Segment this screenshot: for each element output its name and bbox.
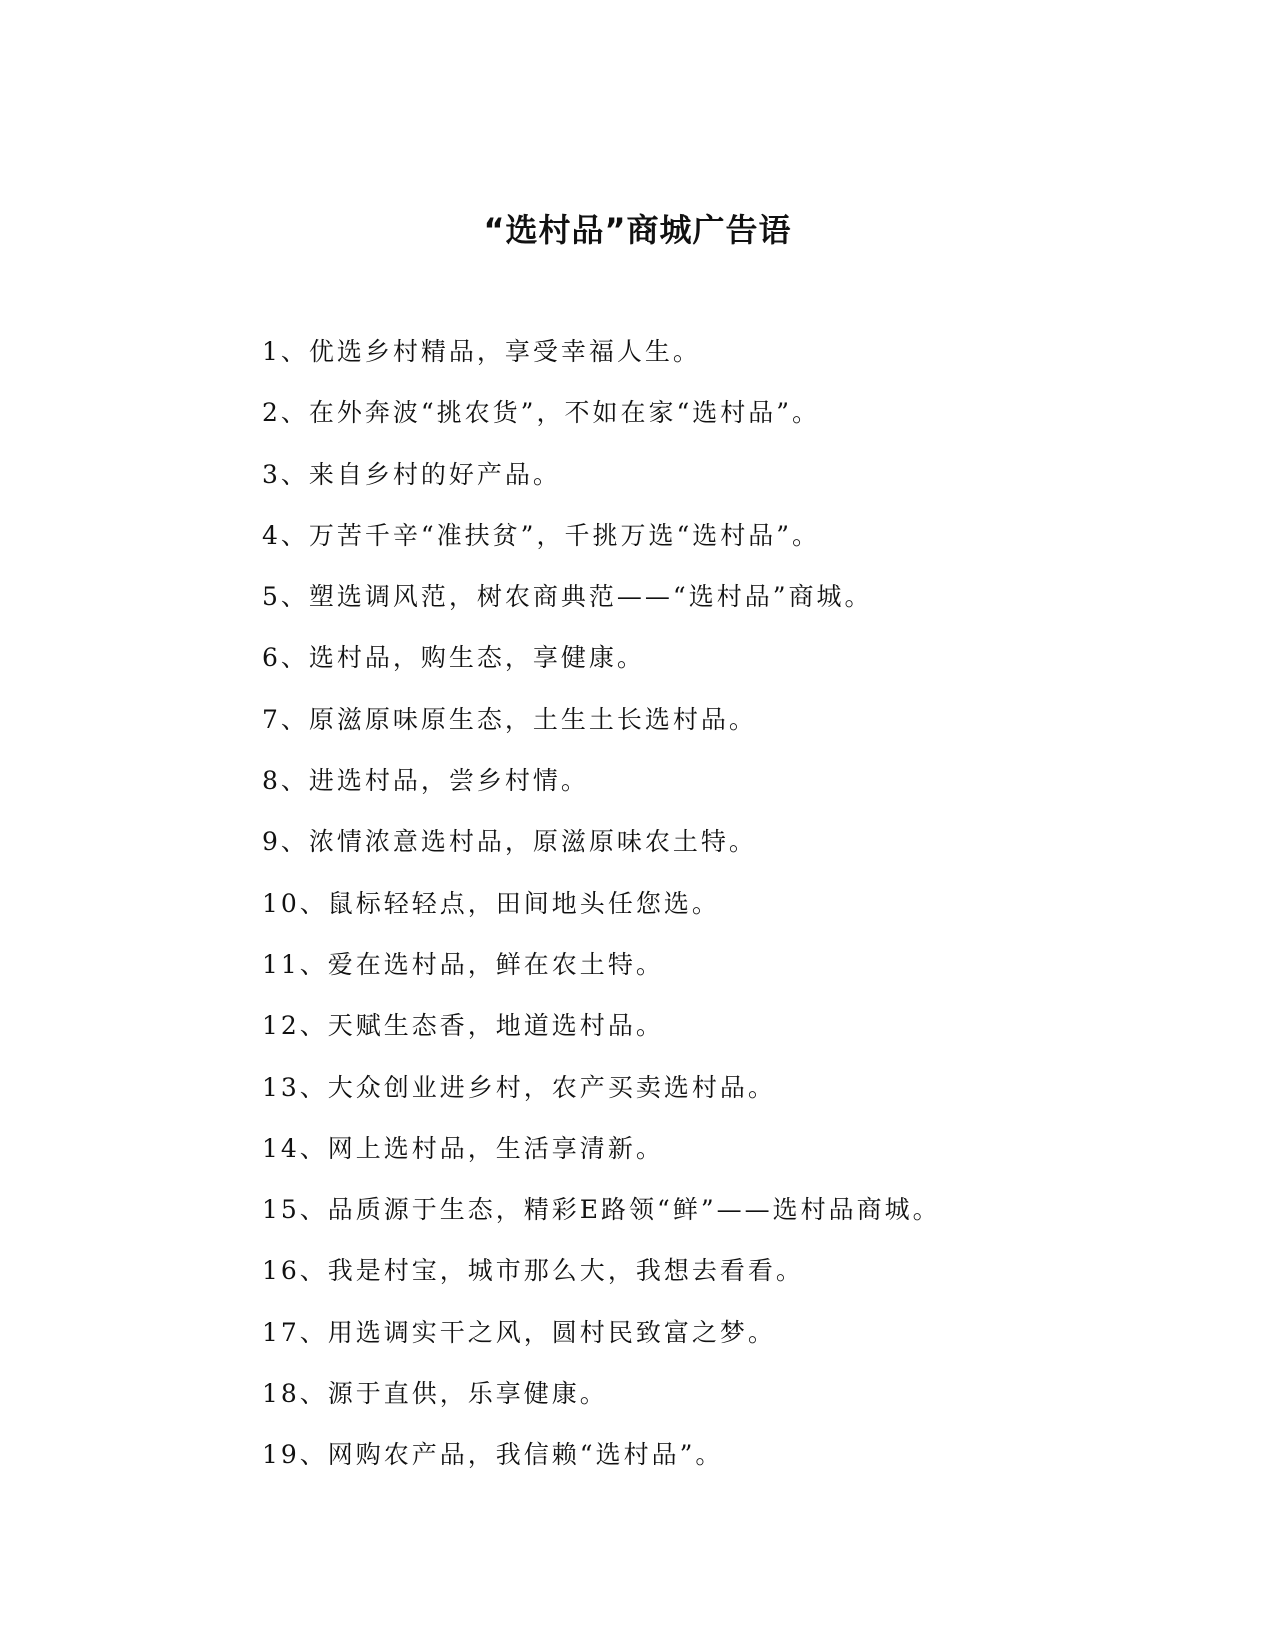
slogan-item-18: 18、源于直供，乐享健康。 xyxy=(262,1379,608,1409)
document-title: “选村品”商城广告语 xyxy=(483,211,792,249)
slogan-item-8: 8、进选村品，尝乡村情。 xyxy=(262,766,589,796)
slogan-item-7: 7、原滋原味原生态，土生土长选村品。 xyxy=(262,704,757,734)
slogan-item-2: 2、在外奔波“挑农货”，不如在家“选村品”。 xyxy=(262,398,821,428)
slogan-item-9: 9、浓情浓意选村品，原滋原味农土特。 xyxy=(262,827,757,857)
slogan-item-3: 3、来自乡村的好产品。 xyxy=(262,459,561,489)
slogan-item-15: 15、品质源于生态，精彩E路领“鲜”——选村品商城。 xyxy=(262,1195,941,1225)
slogan-item-16: 16、我是村宝，城市那么大，我想去看看。 xyxy=(262,1256,804,1286)
slogan-list xyxy=(262,332,1162,1497)
slogan-item-4: 4、万苦千辛“准扶贫”，千挑万选“选村品”。 xyxy=(262,520,821,550)
slogan-item-5: 5、塑选调风范，树农商典范——“选村品”商城。 xyxy=(262,582,873,612)
slogan-item-12: 12、天赋生态香，地道选村品。 xyxy=(262,1011,664,1041)
slogan-item-11: 11、爱在选村品，鲜在农土特。 xyxy=(262,949,664,979)
slogan-item-10: 10、鼠标轻轻点，田间地头任您选。 xyxy=(262,888,720,918)
slogan-item-19: 19、网购农产品，我信赖“选村品”。 xyxy=(262,1440,724,1470)
slogan-item-17: 17、用选调实干之风，圆村民致富之梦。 xyxy=(262,1317,776,1347)
slogan-item-6: 6、选村品，购生态，享健康。 xyxy=(262,643,645,673)
slogan-item-13: 13、大众创业进乡村，农产买卖选村品。 xyxy=(262,1072,776,1102)
slogan-item-1: 1、优选乡村精品，享受幸福人生。 xyxy=(262,337,701,366)
slogan-item-14: 14、网上选村品，生活享清新。 xyxy=(262,1133,664,1163)
